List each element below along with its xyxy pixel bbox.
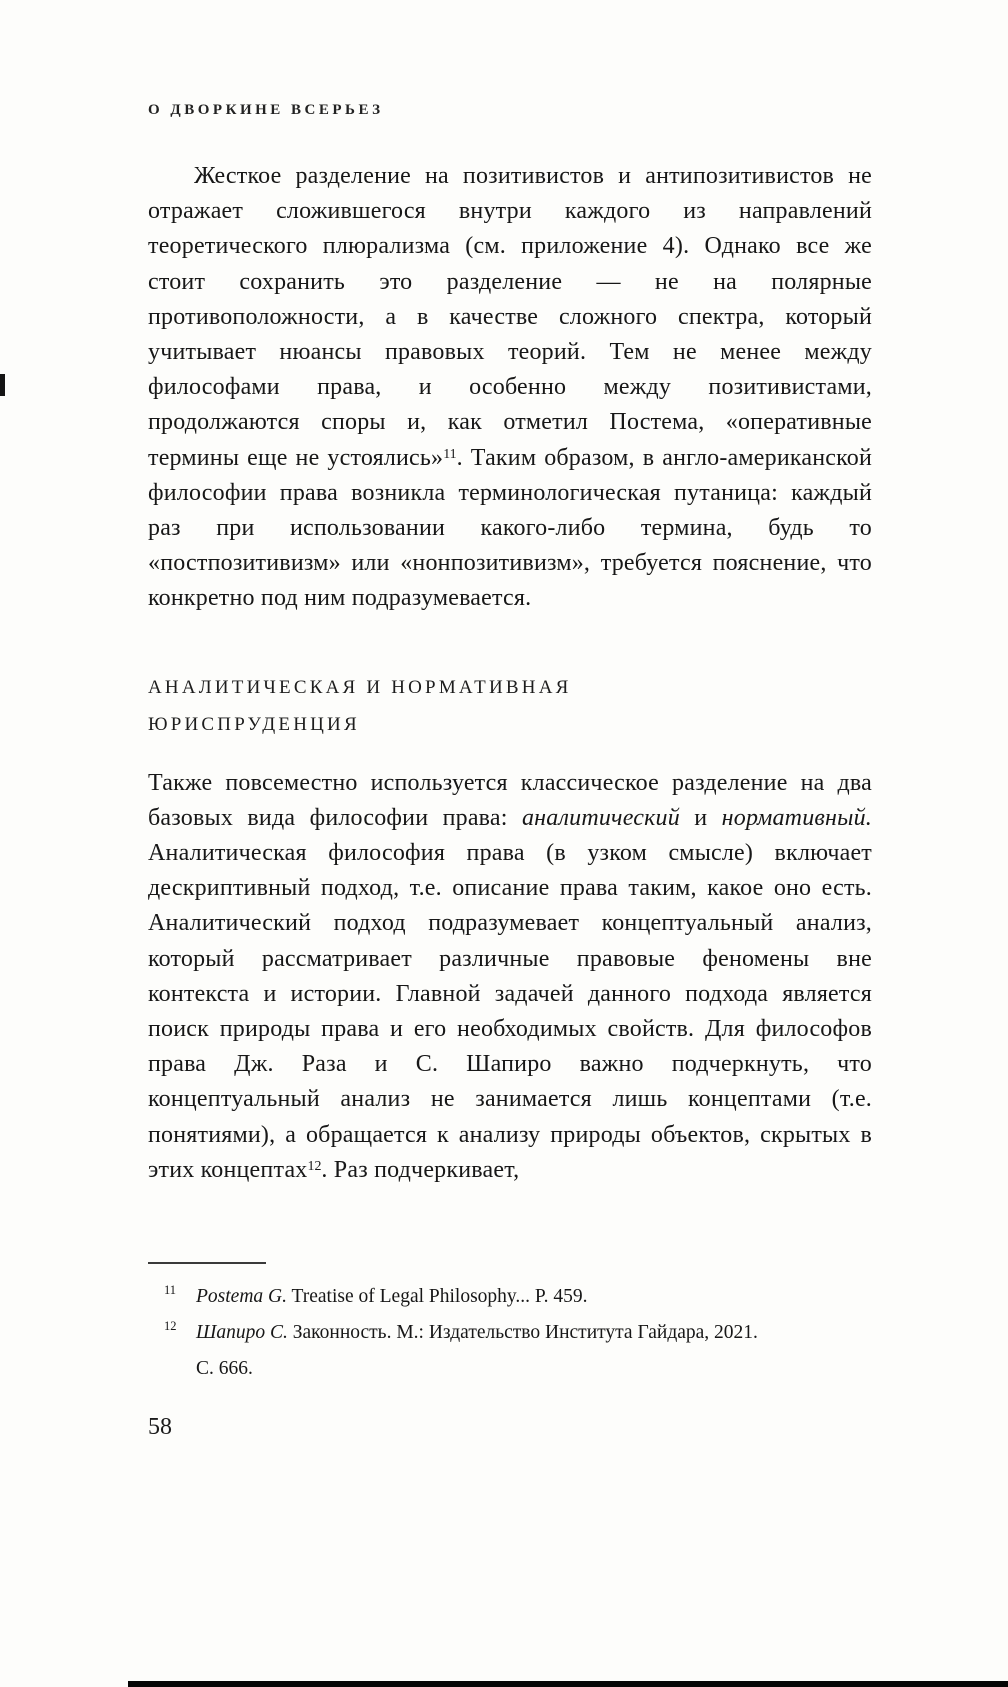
footnote-text-11 [196, 1279, 872, 1315]
page-number: 58 [148, 1414, 172, 1440]
text-segment: и [679, 804, 722, 831]
footnotes-section [148, 1262, 872, 1387]
scan-artifact-bottom-bar [128, 1681, 1008, 1687]
scan-artifact-left-edge [0, 374, 5, 396]
text-segment: 12 [307, 1158, 322, 1174]
text-segment: Жесткое разделение на позитивистов и антипозитивистов не отражает сложившегося внутри каждого из направлений теоретического плюрализма (см. приложение 4). Однако все же стоит сохранить это разделение — не на полярные противоположности, а в качестве сложного спектра, который учитывает нюансы правовых теорий. Тем не менее между философами права, и особенно между позитивистами, продолжаются споры и, как отметил Постема, «оперативные термины еще не устоялись» [148, 163, 872, 471]
footnote-marker-11: 11 [164, 1283, 177, 1297]
text-segment: . Раз подчеркивает, [321, 1156, 520, 1183]
section-heading-line-2: ЮРИСПРУДЕНЦИЯ [148, 713, 360, 735]
text-segment: Postema G. [196, 1286, 287, 1307]
text-segment: 11 [443, 446, 457, 462]
paragraph-positivism-split [148, 159, 872, 617]
paragraph-analytic-normative [148, 766, 872, 1188]
text-segment: Treatise of Legal Philosophy... P. 459. [287, 1286, 588, 1307]
text-segment: аналитический [521, 804, 680, 831]
text-segment: С. 666. [196, 1358, 253, 1379]
footnote-marker-12: 12 [164, 1319, 177, 1333]
footnote-divider [148, 1262, 266, 1264]
text-segment: Шапиро С. [196, 1322, 288, 1343]
text-segment: Законность. М.: Издательство Института Гайдара, 2021. [287, 1322, 758, 1343]
footnote-text-12 [196, 1315, 872, 1387]
text-segment: нормативный. [721, 804, 872, 831]
section-heading [148, 669, 872, 743]
section-heading-line-1: АНАЛИТИЧЕСКАЯ И НОРМАТИВНАЯ [148, 676, 572, 698]
text-segment: Аналитическая философия права (в узком смысле) включает дескриптивный подход, т.е. описание права таким, какое оно есть. Аналитический подход подразумевает концептуальный анализ, который рассматривает различные правовые феномены вне контекста и истории. Главной задачей данного подхода является поиск природы права и его необходимых свойств. Для философов права Дж. Раза и С. Шапиро важно подчеркнуть, что концептуальный анализ не занимается лишь концептами (т.е. понятиями), а обращается к анализу природы объектов, скрытых в этих концептах [148, 840, 872, 1183]
footnote-11 [148, 1279, 872, 1315]
text-segment: . Таким образом, в англо-американской философии права возникла терминологическая путаница: каждый раз при использовании какого-либо термина, будь то «постпозитивизм» или «нонпозитивизм», требуется пояснение, что конкретно под ним подразумевается. [148, 444, 872, 612]
text-segment: Также повсеместно используется классическое разделение на два базовых вида философии права: [148, 769, 872, 831]
running-head: О ДВОРКИНЕ ВСЕРЬЕЗ [148, 102, 384, 118]
footnote-12 [148, 1315, 872, 1387]
